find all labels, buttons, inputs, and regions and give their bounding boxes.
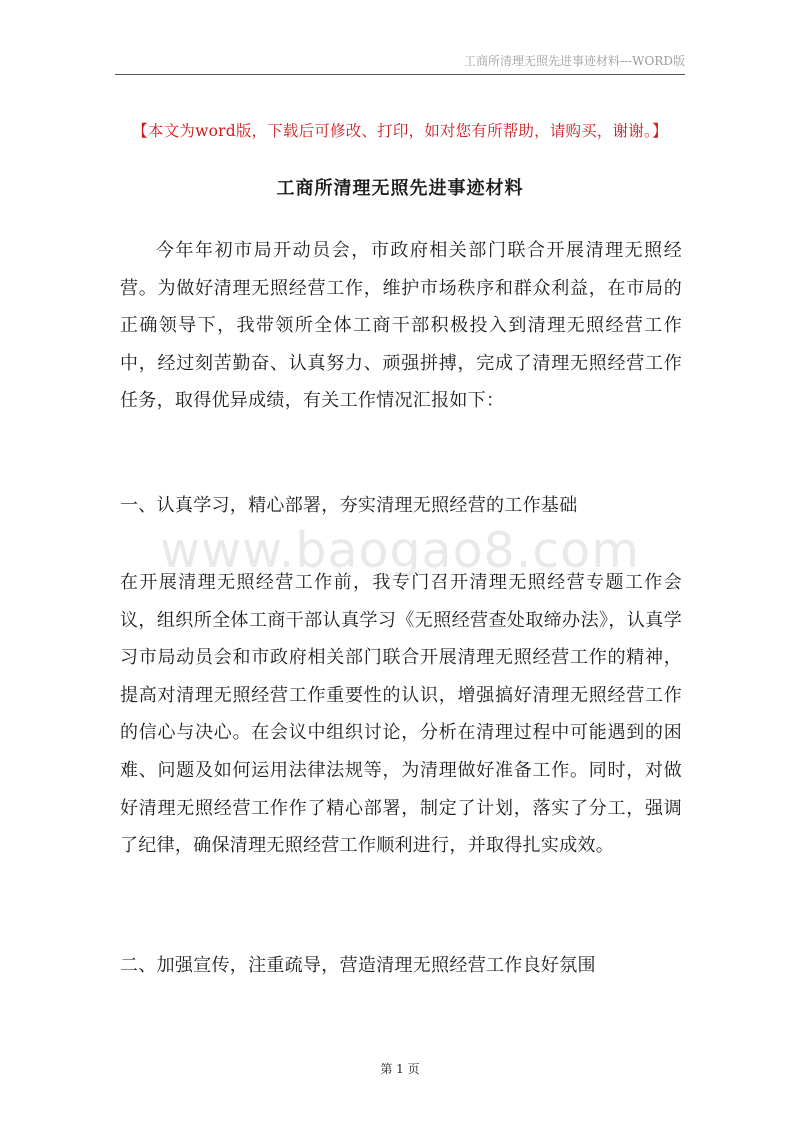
watermark: www.baogao8.com <box>160 522 640 579</box>
page-number: 第 1 页 <box>380 1062 420 1076</box>
section-2-heading: 二、加强宣传，注重疏导，营造清理无照经营工作良好氛围 <box>120 955 596 976</box>
page-header <box>115 48 685 75</box>
document-title: 工商所清理无照先进事迹材料 <box>276 178 524 199</box>
section-1-heading: 一、认真学习，精心部署，夯实清理无照经营的工作基础 <box>120 495 578 516</box>
running-title: 工商所清理无照先进事迹材料---WORD版 <box>464 54 685 68</box>
intro-paragraph: 今年年初市局开动员会，市政府相关部门联合开展清理无照经营。为做好清理无照经营工作，维护市场秩序和群众利益，在市局的正确领导下，我带领所全体工商干部积极投入到清理无照经营工作中，经过刻苦勤奋、认真努力、顽强拼搏，完成了清理无照经营工作任务，取得优异成绩，有关工作情况汇报如下： <box>120 240 682 412</box>
section-1-paragraph: 在开展清理无照经营工作前，我专门召开清理无照经营专题工作会议，组织所全体工商干部认真学习《无照经营查处取缔办法》，认真学习市局动员会和市政府相关部门联合开展清理无照经营工作的精神，提高对清理无照经营工作重要性的认识，增强搞好清理无照经营工作的信心与决心。在会议中组织讨论，分析在清理过程中可能遇到的困难、问题及如何运用法律法规等，为清理做好准备工作。同时，对做好清理无照经营工作作了精心部署，制定了计划，落实了分工，强调了纪律，确保清理无照经营工作顺利进行，并取得扎实成效。 <box>120 572 682 857</box>
purchase-notice: 【本文为word版，下载后可修改、打印，如对您有所帮助，请购买，谢谢。】 <box>132 122 668 140</box>
